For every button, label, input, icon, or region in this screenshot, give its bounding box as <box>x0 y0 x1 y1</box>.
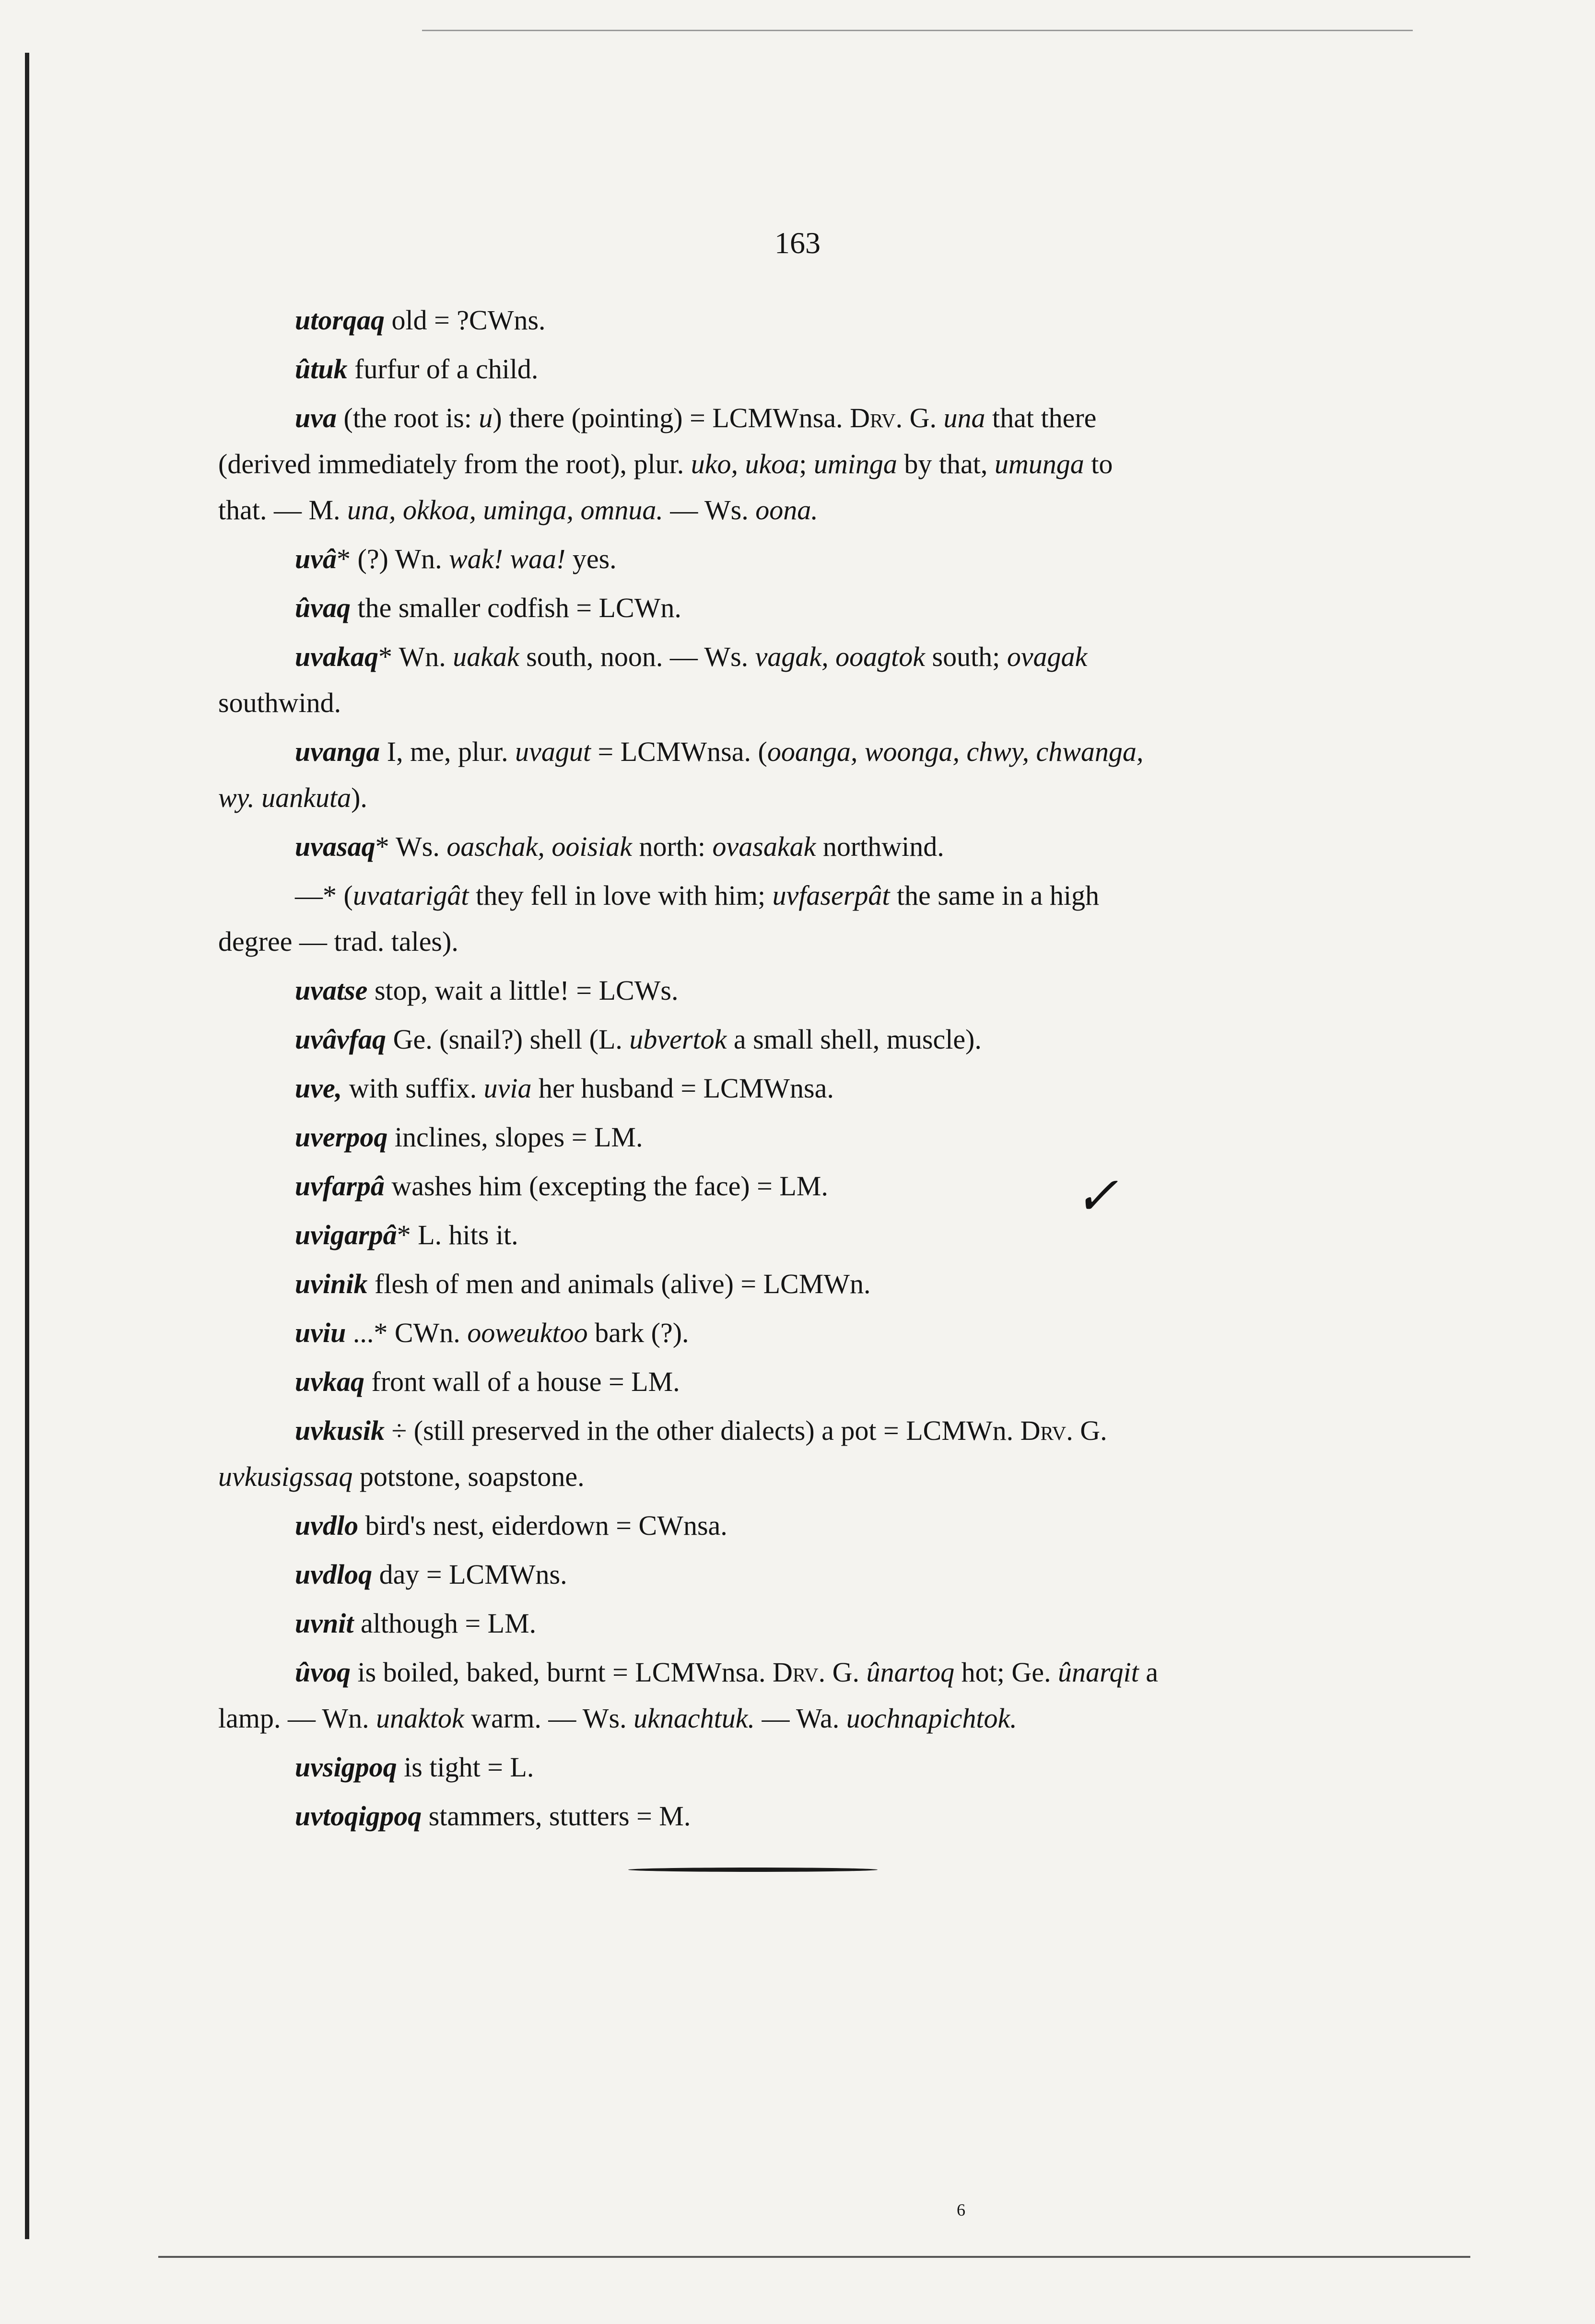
entry-text: south, noon. — Ws. <box>519 641 755 672</box>
dictionary-entry <box>218 1600 1158 1647</box>
entry-text: day = LCMWns. <box>372 1559 567 1590</box>
entry-text: hot; Ge. <box>954 1657 1058 1688</box>
italic-form: uvatarigât <box>352 880 469 911</box>
headword: uvtoqigpoq <box>295 1800 422 1832</box>
headword: uvâvfaq <box>295 1024 387 1055</box>
headword: uvdlo <box>295 1510 359 1541</box>
entry-text: — Wa. <box>754 1703 846 1734</box>
dictionary-entry <box>218 1552 1158 1598</box>
dictionary-entry <box>218 1212 1158 1258</box>
headword: ûvaq <box>295 592 351 623</box>
headword: uvakaq <box>295 641 378 672</box>
dictionary-entry <box>218 1793 1158 1839</box>
italic-form: uakak <box>453 641 519 672</box>
entry-text: although = LM. <box>353 1608 537 1639</box>
derivation-label: Drv. <box>1020 1415 1073 1446</box>
entry-text: ...* CWn. <box>346 1317 468 1348</box>
entry-text: is tight = L. <box>397 1752 534 1783</box>
italic-form: una, okkoa, uminga, omnua. <box>347 494 663 526</box>
entry-text: ). <box>351 782 367 813</box>
dictionary-entries <box>218 297 1158 1842</box>
page-edge-top <box>422 30 1413 31</box>
headword: uvsigpoq <box>295 1752 397 1783</box>
derivation-label: Drv. <box>850 402 903 433</box>
entry-text: a small shell, muscle). <box>727 1024 982 1055</box>
entry-text: stop, wait a little! = LCWs. <box>367 975 679 1006</box>
entry-text: with suffix. <box>342 1073 484 1104</box>
entry-text: * Ws. <box>375 831 447 862</box>
dictionary-entry <box>218 1163 1158 1209</box>
headword: uvâ <box>295 543 337 574</box>
italic-form: uvagut <box>515 736 591 767</box>
entry-text: stammers, stutters = M. <box>422 1800 691 1832</box>
dictionary-entry <box>218 297 1158 343</box>
entry-text: G. <box>903 402 944 433</box>
entry-text: warm. — Ws. <box>464 1703 634 1734</box>
dictionary-entry <box>218 968 1158 1014</box>
entry-text: = LCMWnsa. ( <box>591 736 767 767</box>
italic-form: u <box>479 402 493 433</box>
entry-text: a lamp. — Wn. <box>218 1657 1158 1734</box>
dictionary-entry <box>218 346 1158 392</box>
dictionary-entry <box>218 1359 1158 1405</box>
entry-text: yes. <box>565 543 617 574</box>
headword: utorqaq <box>295 304 385 336</box>
entry-text: southwind. <box>218 687 341 718</box>
italic-form: uvfaserpât <box>772 880 890 911</box>
dictionary-entry <box>218 1065 1158 1111</box>
italic-form: uvkusigssaq <box>218 1461 353 1492</box>
entry-text: * (?) Wn. <box>337 543 449 574</box>
derivation-label: Drv. <box>773 1657 826 1688</box>
headword: uva <box>295 402 337 433</box>
headword: uvatse <box>295 975 368 1006</box>
dictionary-entry <box>218 536 1158 582</box>
page-edge-bottom <box>158 2256 1470 2258</box>
italic-form: uvia <box>483 1073 532 1104</box>
entry-text: is boiled, baked, burnt = LCMWnsa. <box>351 1657 773 1688</box>
headword: uvdloq <box>295 1559 373 1590</box>
dictionary-entry <box>218 1261 1158 1307</box>
entry-text: the same in a high degree — trad. tales). <box>218 880 1099 957</box>
dictionary-entry <box>218 1310 1158 1356</box>
dictionary-entry <box>218 873 1158 965</box>
entry-text: ÷ (still preserved in the other dialects) a pot = LCMWn. <box>384 1415 1020 1446</box>
dictionary-entry <box>218 824 1158 870</box>
italic-form: ovagak <box>1007 641 1088 672</box>
italic-form: oaschak, ooisiak <box>446 831 632 862</box>
entry-text: — Ws. <box>663 494 756 526</box>
end-rule <box>628 1868 878 1872</box>
footer-digit: 6 <box>957 2200 965 2219</box>
entry-text: front wall of a house = LM. <box>364 1366 680 1397</box>
headword: uverpoq <box>295 1121 388 1153</box>
entry-text: * L. hits it. <box>397 1219 518 1250</box>
italic-form: uko, ukoa <box>691 448 799 479</box>
headword: uve, <box>295 1073 342 1104</box>
entry-text: * Wn. <box>378 641 453 672</box>
entry-text: furfur of a child. <box>347 353 539 385</box>
entry-text: to that. — M. <box>218 448 1113 526</box>
entry-text: I, me, plur. <box>380 736 516 767</box>
entry-text: bird's nest, eiderdown = CWnsa. <box>358 1510 727 1541</box>
italic-form: ûnarqit <box>1058 1657 1139 1688</box>
page-edge-left <box>25 53 29 2239</box>
headword: ûvoq <box>295 1657 351 1688</box>
italic-form: unaktok <box>376 1703 464 1734</box>
entry-text: they fell in love with him; <box>469 880 773 911</box>
page-number: 163 <box>774 226 821 260</box>
headword: uviu <box>295 1317 346 1348</box>
entry-text: ) there (pointing) = LCMWnsa. <box>493 402 850 433</box>
entry-text: old = ?CWns. <box>384 304 546 336</box>
entry-text: that there (derived immediately from the root), plur. <box>218 402 1097 479</box>
italic-form: una <box>943 402 985 433</box>
dictionary-entry <box>218 395 1158 533</box>
italic-form: umunga <box>994 448 1084 479</box>
italic-form: ooweuktoo <box>467 1317 588 1348</box>
entry-text: northwind. <box>816 831 944 862</box>
italic-form: vagak, ooagtok <box>755 641 925 672</box>
dictionary-entry <box>218 1649 1158 1741</box>
italic-form: ûnartoq <box>866 1657 955 1688</box>
italic-form: ooanga, woonga, chwy, chwanga, wy. uankuta <box>218 736 1144 813</box>
dictionary-entry <box>218 1503 1158 1549</box>
entry-text: ; <box>799 448 814 479</box>
dictionary-entry <box>218 1114 1158 1160</box>
entry-text: Ge. (snail?) shell (L. <box>386 1024 630 1055</box>
italic-form: ovasakak <box>712 831 816 862</box>
italic-form: ubvertok <box>629 1024 727 1055</box>
headword: uvnit <box>295 1608 354 1639</box>
entry-text: washes him (excepting the face) = LM. <box>384 1170 828 1202</box>
headword: uvigarpâ <box>295 1219 397 1250</box>
italic-form: uminga <box>813 448 897 479</box>
entry-text: the smaller codfish = LCWn. <box>351 592 681 623</box>
entry-text: south; <box>925 641 1007 672</box>
entry-text: —* ( <box>295 880 353 911</box>
italic-form: oona. <box>755 494 818 526</box>
headword: uvfarpâ <box>295 1170 385 1202</box>
headword: uvanga <box>295 736 380 767</box>
dictionary-entry <box>218 1744 1158 1790</box>
dictionary-entry <box>218 634 1158 726</box>
headword: uvkusik <box>295 1415 385 1446</box>
headword: uvkaq <box>295 1366 364 1397</box>
entry-text: (the root is: <box>337 402 479 433</box>
entry-text: inclines, slopes = LM. <box>387 1121 643 1153</box>
entry-text: potstone, soapstone. <box>352 1461 585 1492</box>
dictionary-entry <box>218 585 1158 631</box>
headword: uvinik <box>295 1268 368 1299</box>
margin-check-mark: ✓ <box>1074 1167 1119 1226</box>
entry-text: north: <box>632 831 713 862</box>
entry-text: her husband = LCMWnsa. <box>531 1073 834 1104</box>
entry-text: bark (?). <box>587 1317 689 1348</box>
dictionary-entry <box>218 1016 1158 1063</box>
headword: uvasaq <box>295 831 375 862</box>
entry-text: by that, <box>897 448 995 479</box>
headword: ûtuk <box>295 353 348 385</box>
entry-text: flesh of men and animals (alive) = LCMWn. <box>367 1268 871 1299</box>
dictionary-entry <box>218 1408 1158 1500</box>
dictionary-entry <box>218 729 1158 821</box>
italic-form: uochnapichtok. <box>846 1703 1017 1734</box>
entry-text: G. <box>1073 1415 1107 1446</box>
entry-text: G. <box>825 1657 867 1688</box>
italic-form: wak! waa! <box>449 543 566 574</box>
italic-form: uknachtuk. <box>633 1703 755 1734</box>
